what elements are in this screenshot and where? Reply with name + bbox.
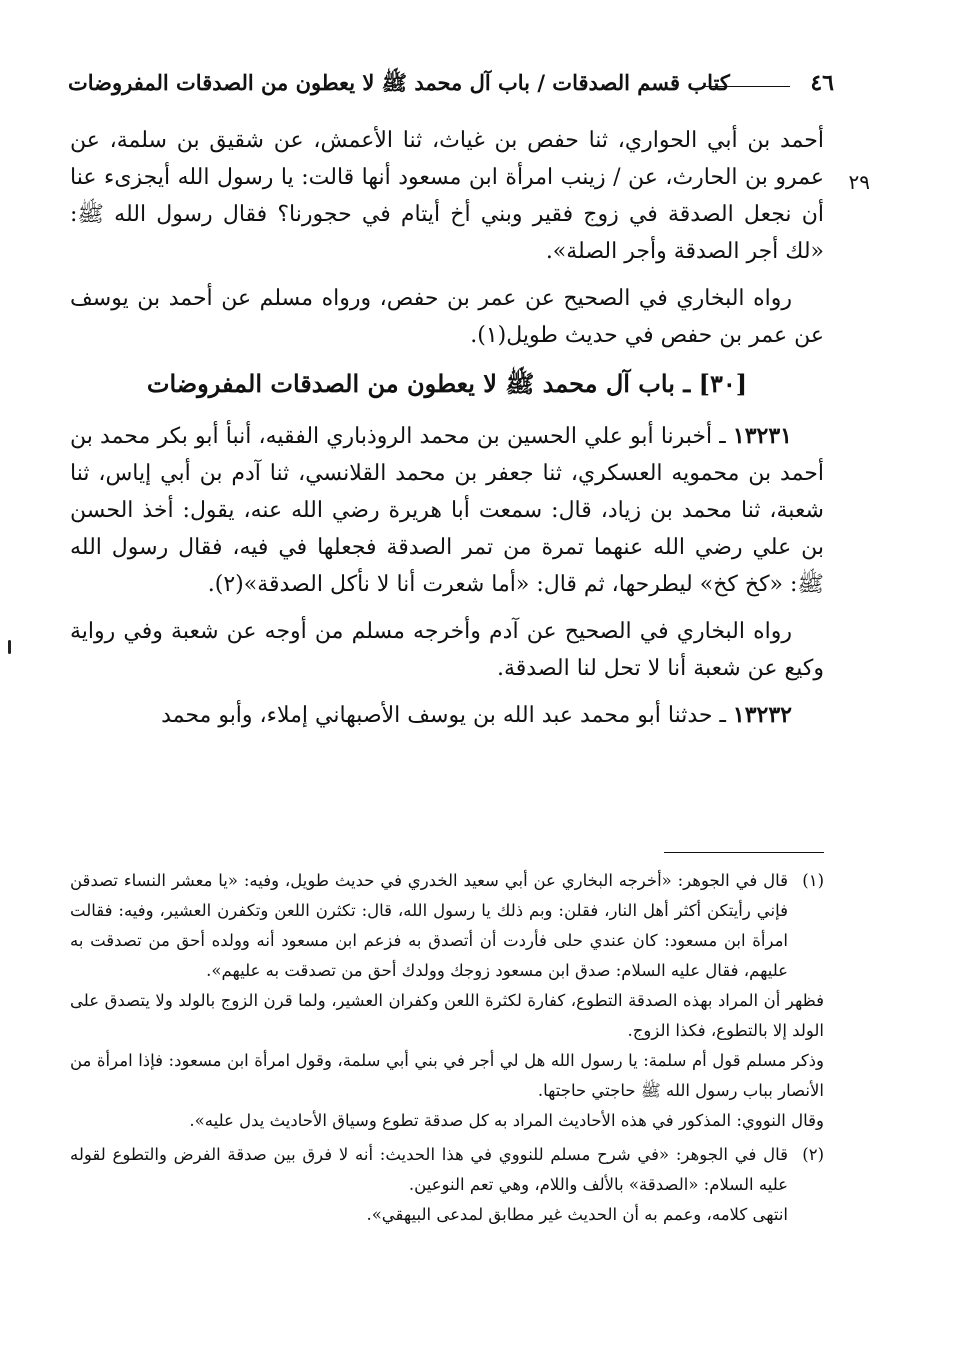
hadith-number: ١٣٢٣١ [732, 423, 792, 449]
hadith-text: ـ حدثنا أبو محمد عبد الله بن يوسف الأصبهاني إملاء، وأبو محمد [161, 703, 733, 728]
main-text [70, 122, 824, 744]
chapter-heading: [٣٠] ـ باب آل محمد ﷺ لا يعطون من الصدقات المفروضات [146, 369, 748, 398]
paragraph-isnad: أحمد بن أبي الحواري، ثنا حفص بن غياث، ثنا الأعمش، عن شقيق بن سلمة، عن عمرو بن الحارث، عن / زينب امرأة ابن مسعود أنها قالت: يا رسول الله أيجزىء عنا أن نجعل الصدقة في زوج فقير وبني أخ أيتام في حجورنا؟ فقال رسول الله ﷺ: «لك أجر الصدقة وأجر الصلة». [70, 128, 824, 264]
hadith-13231 [70, 418, 824, 603]
footnote-2 [70, 1140, 824, 1230]
hadith-number: ١٣٢٣٢ [732, 702, 792, 728]
footnotes [70, 866, 824, 1234]
footnote-separator [664, 852, 824, 853]
footnote-text: قال في الجوهر: «في شرح مسلم للنووي في هذا الحديث: أنه لا فرق بين صدقة الفرض والتطوع لقوله عليه السلام: «الصدقة» بالألف واللام، وهي تعم النوعين. [70, 1145, 788, 1194]
page-number: ٤٦ [810, 70, 834, 96]
hadith-13231-commentary: رواه البخاري في الصحيح عن آدم وأخرجه مسلم من أوجه عن شعبة وفي رواية وكيع عن شعبة أنا لا تحل لنا الصدقة. [70, 619, 824, 681]
scan-edge-mark [8, 640, 11, 654]
page-header [68, 66, 834, 106]
footnote-text: وذكر مسلم قول أم سلمة: يا رسول الله هل لي أجر في بني أبي سلمة، وقول امرأة ابن مسعود: فإذا امرأة من الأنصار بباب رسول الله ﷺ حاجتي حاجتها. [70, 1051, 824, 1100]
footnote-text: انتهى كلامه، وعمم به أن الحديث غير مطابق لمدعى البيهقي». [366, 1205, 788, 1224]
footnote-marker: (١) [802, 871, 824, 890]
hadith-13232 [70, 697, 824, 734]
footnote-text: وقال النووي: المذكور في هذه الأحاديث المراد به كل صدقة تطوع وسياق الأحاديث يدل عليه». [189, 1111, 824, 1130]
hadith-text: ـ أخبرنا أبو علي الحسين بن محمد الروذباري الفقيه، أنبأ أبو بكر محمد بن أحمد بن محمويه العسكري، ثنا جعفر بن محمد القلانسي، ثنا آدم بن أبي إياس، ثنا شعبة، ثنا محمد بن زياد، قال: سمعت أبا هريرة رضي الله عنه، يقول: أخذ الحسن بن علي رضي الله عنهما تمرة من تمر الصدقة فجعلها في فيه، فقال رسول الله ﷺ: «كخ كخ» ليطرحها، ثم قال: «أما شعرت أنا لا نأكل الصدقة»(٢). [70, 424, 824, 597]
footnote-text: قال في الجوهر: «أخرجه البخاري عن أبي سعيد الخدري في حديث طويل، وفيه: «يا معشر النساء تصدقن فإني رأيتكن أكثر أهل النار، فقلن: وبم ذلك يا رسول الله، قال: تكثرن اللعن وتكفرن العشير، وفيه: فقالت امرأة ابن مسعود: كان عندي حلى فأردت أن أتصدق به فزعم ابن مسعود أنه وولده أحق من تصدقت به عليهم، فقال عليه السلام: صدق ابن مسعود زوجك وولدك أحق من تصدقت به عليهم». [70, 871, 788, 980]
footnote-text: فظهر أن المراد بهذه الصدقة التطوع، كفارة لكثرة اللعن وكفران العشير، ولما قرن الزوج بالولد ولا يتصدق على الولد إلا بالتطوع، فكذا الزوج. [70, 991, 824, 1040]
footnote-marker: (٢) [802, 1145, 824, 1164]
running-title: كتاب قسم الصدقات / باب آل محمد ﷺ لا يعطون من الصدقات المفروضات [68, 70, 730, 95]
paragraph-takhrij: رواه البخاري في الصحيح عن عمر بن حفص، ورواه مسلم عن أحمد بن يوسف عن عمر بن حفص في حديث طويل(١). [70, 286, 824, 348]
margin-reference-number: ٢٩ [848, 170, 870, 194]
footnote-1 [70, 866, 824, 1136]
